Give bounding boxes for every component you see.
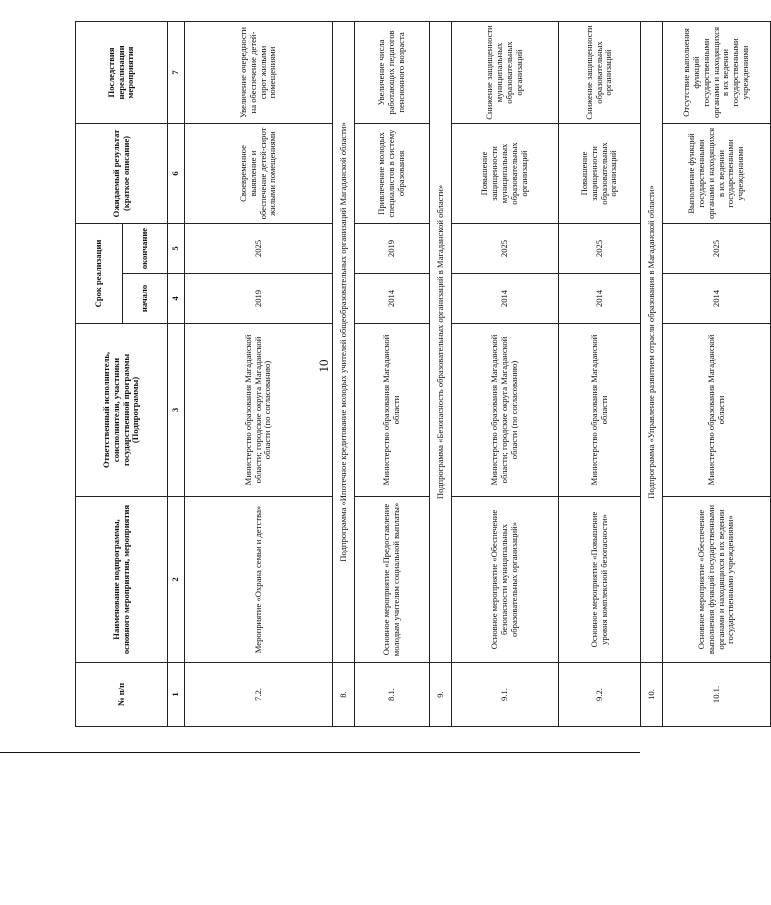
section-row	[333, 21, 355, 726]
column-number-row	[168, 21, 185, 726]
section-title: Подпрограмма «Ипотечное кредитование молодых учителей общеобразовательных организаций Магаданской области»	[333, 21, 355, 662]
row-consequence: Отсутствие выполнения функций государственными органами и находящихся в их ведении государственными учреждениями	[663, 21, 771, 123]
column-number: 4	[168, 274, 185, 324]
row-consequence: Увеличение числа работающих педагогов пенсионного возраста	[355, 21, 430, 123]
row-result: Повышение защищенности образовательных организаций	[559, 123, 641, 223]
row-result: Своевременное выявление и обеспечение детей-сирот жилыми помещениями	[185, 123, 333, 223]
row-number: 10.1.	[663, 663, 771, 727]
section-row	[430, 21, 452, 726]
row-number: 7.2.	[185, 663, 333, 727]
header-name: Наименование подпрограммы, основного мероприятия, мероприятия	[76, 497, 168, 663]
table-row	[663, 21, 771, 726]
row-name: Основное мероприятие «Обеспечение безопасности муниципальных образовательных организаций»	[452, 497, 559, 663]
section-row	[641, 21, 663, 726]
section-title: Подпрограмма «Управление развитием отрасли образования в Магаданской области»	[641, 21, 663, 662]
section-number: 10.	[641, 663, 663, 727]
header-start: начало	[123, 274, 168, 324]
row-start-year: 2014	[559, 274, 641, 324]
row-start-year: 2014	[663, 274, 771, 324]
row-executor: Министерство образования Магаданской области	[559, 324, 641, 497]
row-executor: Министерство образования Магаданской области; городские округа Магаданской области (по согласованию)	[452, 324, 559, 497]
row-name: Основное мероприятие «Обеспечение выполнения функций государственными органами и находящихся в их ведении государственными учреждениями»	[663, 497, 771, 663]
row-end-year: 2025	[559, 223, 641, 273]
table-row	[355, 21, 430, 726]
row-end-year: 2025	[185, 223, 333, 273]
row-end-year: 2019	[355, 223, 430, 273]
row-number: 9.1.	[452, 663, 559, 727]
row-end-year: 2025	[452, 223, 559, 273]
row-start-year: 2014	[452, 274, 559, 324]
table-body	[168, 21, 771, 726]
row-consequence: Снижение защищенности образовательных организаций	[559, 21, 641, 123]
table-row	[185, 21, 333, 726]
row-result: Повышение защищенности муниципальных образовательных организаций	[452, 123, 559, 223]
row-consequence: Снижение защищенности муниципальных образовательных организаций	[452, 21, 559, 123]
header-result: Ожидаемый результат (краткое описание)	[76, 123, 168, 223]
row-name: Основное мероприятие «Предоставление молодым учителям социальной выплаты»	[355, 497, 430, 663]
row-start-year: 2014	[355, 274, 430, 324]
row-consequence: Увеличение очередности на обеспечение детей-сирот жилыми помещениями	[185, 21, 333, 123]
row-result: Выполнение функций государственными органами и находящихся в их ведении государственными учреждениями	[663, 123, 771, 223]
header-executor: Ответственный исполнитель, соисполнители, участники государственной программы (Подпрограммы)	[76, 324, 168, 497]
row-executor: Министерство образования Магаданской области	[355, 324, 430, 497]
column-number: 1	[168, 663, 185, 727]
table-row	[559, 21, 641, 726]
section-number: 8.	[333, 663, 355, 727]
table-row	[452, 21, 559, 726]
page-number: 10	[316, 359, 331, 373]
header-num: № п/п	[76, 663, 168, 727]
row-executor: Министерство образования Магаданской области	[663, 324, 771, 497]
rotated-table-wrapper	[75, 22, 751, 727]
document-table	[75, 21, 771, 727]
column-number: 2	[168, 497, 185, 663]
horizontal-rule	[0, 752, 640, 753]
row-result: Привлечение молодых специалистов в систему образования	[355, 123, 430, 223]
section-number: 9.	[430, 663, 452, 727]
header-end: окончание	[123, 223, 168, 273]
column-number: 7	[168, 21, 185, 123]
header-consequence: Последствия нереализации мероприятия	[76, 21, 168, 123]
column-number: 3	[168, 324, 185, 497]
row-executor: Министерство образования Магаданской области; городские округа Магаданской области (по согласованию)	[185, 324, 333, 497]
header-period: Срок реализации	[76, 223, 123, 323]
row-number: 9.2.	[559, 663, 641, 727]
row-start-year: 2019	[185, 274, 333, 324]
section-title: Подпрограмма «Безопасность образовательных организаций в Магаданской области»	[430, 21, 452, 662]
row-name: Основное мероприятие «Повышение уровня комплексной безопасности»	[559, 497, 641, 663]
column-number: 6	[168, 123, 185, 223]
row-end-year: 2025	[663, 223, 771, 273]
column-number: 5	[168, 223, 185, 273]
row-name: Мероприятие «Охрана семьи и детства»	[185, 497, 333, 663]
row-number: 8.1.	[355, 663, 430, 727]
